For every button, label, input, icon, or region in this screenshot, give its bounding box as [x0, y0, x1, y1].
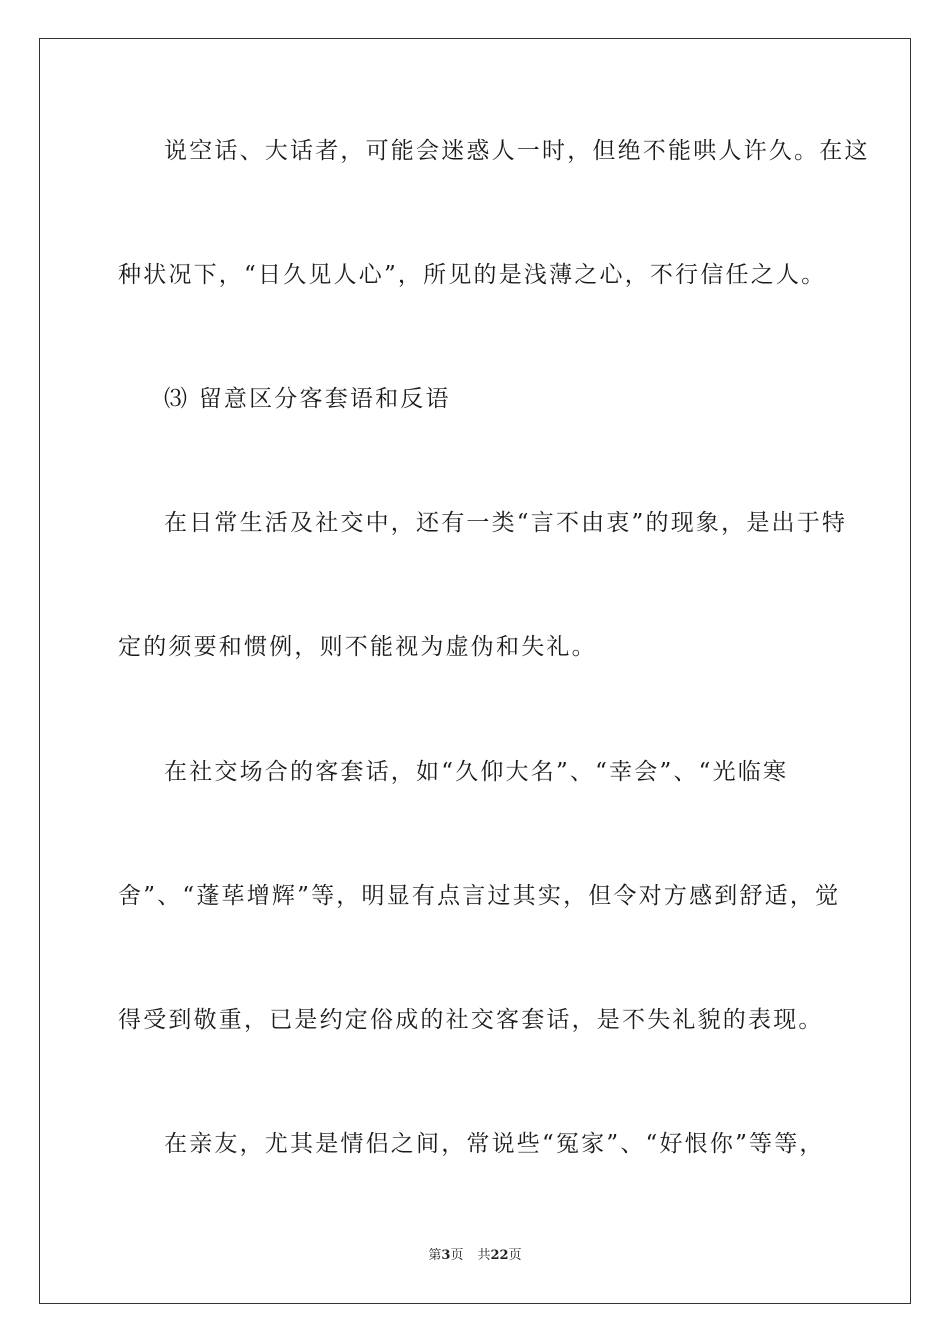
- section-heading: ⑶ 留意区分客套语和反语: [164, 386, 451, 412]
- page-footer: [0, 1247, 950, 1265]
- page-border: [39, 38, 911, 1304]
- body-text-line: 得受到敬重，已是约定俗成的社交客套话，是不失礼貌的表现。: [118, 1007, 824, 1033]
- total-suffix: 页: [508, 1248, 522, 1263]
- body-text-line: 舍”、“蓬荜增辉”等，明显有点言过其实，但令对方感到舒适，觉: [118, 883, 841, 909]
- page-prefix: 第: [428, 1248, 442, 1263]
- body-text-line: 定的须要和惯例，则不能视为虚伪和失礼。: [118, 634, 597, 660]
- body-text-line: 说空话、大话者，可能会迷惑人一时，但绝不能哄人许久。在这: [164, 138, 870, 164]
- total-pages: 22: [490, 1248, 509, 1263]
- body-text-line: 在社交场合的客套话，如“久仰大名”、“幸会”、“光临寒: [164, 759, 789, 785]
- body-text-line: 在日常生活及社交中，还有一类“言不由衷”的现象，是出于特: [164, 510, 848, 536]
- page-number: 3: [441, 1248, 451, 1263]
- total-prefix: 共: [477, 1248, 491, 1263]
- page-suffix: 页: [450, 1248, 464, 1263]
- body-text-line: 在亲友，尤其是情侣之间，常说些“冤家”、“好恨你”等等，: [164, 1131, 825, 1157]
- body-text-line: 种状况下，“日久见人心”，所见的是浅薄之心，不行信任之人。: [118, 262, 827, 288]
